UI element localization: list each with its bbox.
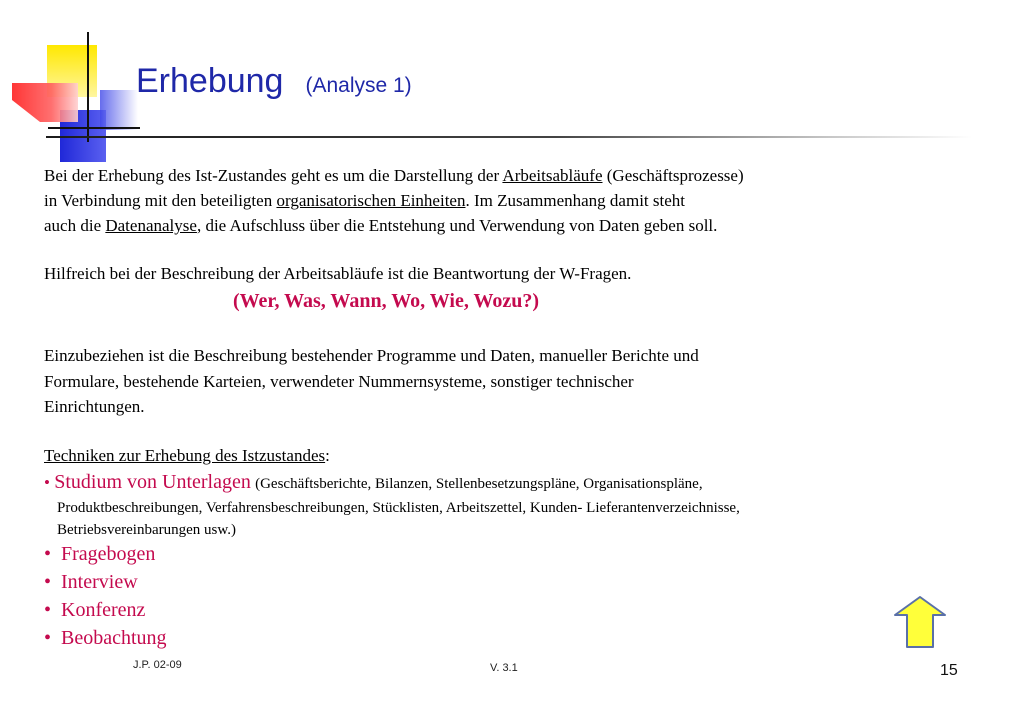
logo-red-shape [12,83,78,122]
page-title [136,62,412,101]
para1-line1: Bei der Erhebung des Ist-Zustandes geht es um die Darstellung der Arbeitsabläufe (Geschäftsprozesse) [44,166,744,185]
para3-line1: Einzubeziehen ist die Beschreibung bestehender Programme und Daten, manueller Berichte und [44,346,699,365]
para1-line2: in Verbindung mit den beteiligten organisatorischen Einheiten. Im Zusammenhang damit steht [44,191,686,210]
link-organisatorische-einheiten: organisatorischen Einheiten [276,191,466,210]
w-fragen: (Wer, Was, Wann, Wo, Wie, Wozu?) [233,290,540,312]
technique-item-interview: • Interview [44,571,138,593]
up-arrow-icon[interactable] [893,595,947,649]
footer-version: V. 3.1 [490,662,518,674]
footer-author: J.P. 02-09 [133,659,182,671]
title-sub: (Analyse 1) [305,74,412,97]
link-datenanalyse: Datenanalyse [105,216,197,235]
page-number: 15 [940,662,958,679]
title-main: Erhebung [136,62,284,100]
technique-item-fragebogen: • Fragebogen [44,543,156,565]
logo-blue-fade [100,90,138,130]
para3-line2: Formulare, bestehende Karteien, verwendeter Nummernsysteme, sonstiger technischer [44,372,634,391]
para1-line3: auch die Datenanalyse, die Aufschluss über die Entstehung und Verwendung von Daten geben soll. [44,216,718,235]
technique-item-studium-detail2: Produktbeschreibungen, Verfahrensbeschreibungen, Stücklisten, Arbeitszettel, Kunden- Lieferantenverzeichnisse, [57,500,740,516]
technique-item-studium: • Studium von Unterlagen (Geschäftsberichte, Bilanzen, Stellenbesetzungspläne, Organisationspläne, [44,471,703,493]
link-arbeitsablaeufe: Arbeitsabläufe [502,166,603,185]
technique-item-beobachtung: • Beobachtung [44,627,167,649]
technique-item-konferenz: • Konferenz [44,599,146,621]
para2-line1: Hilfreich bei der Beschreibung der Arbeitsabläufe ist die Beantwortung der W-Fragen. [44,264,632,283]
para3-line3: Einrichtungen. [44,397,145,416]
techniques-heading: Techniken zur Erhebung des Istzustandes: [44,446,330,465]
title-divider [46,136,972,138]
decorative-logo [0,0,140,170]
bullet: • [44,473,50,492]
technique-item-studium-detail3: Betriebsvereinbarungen usw.) [57,522,236,538]
